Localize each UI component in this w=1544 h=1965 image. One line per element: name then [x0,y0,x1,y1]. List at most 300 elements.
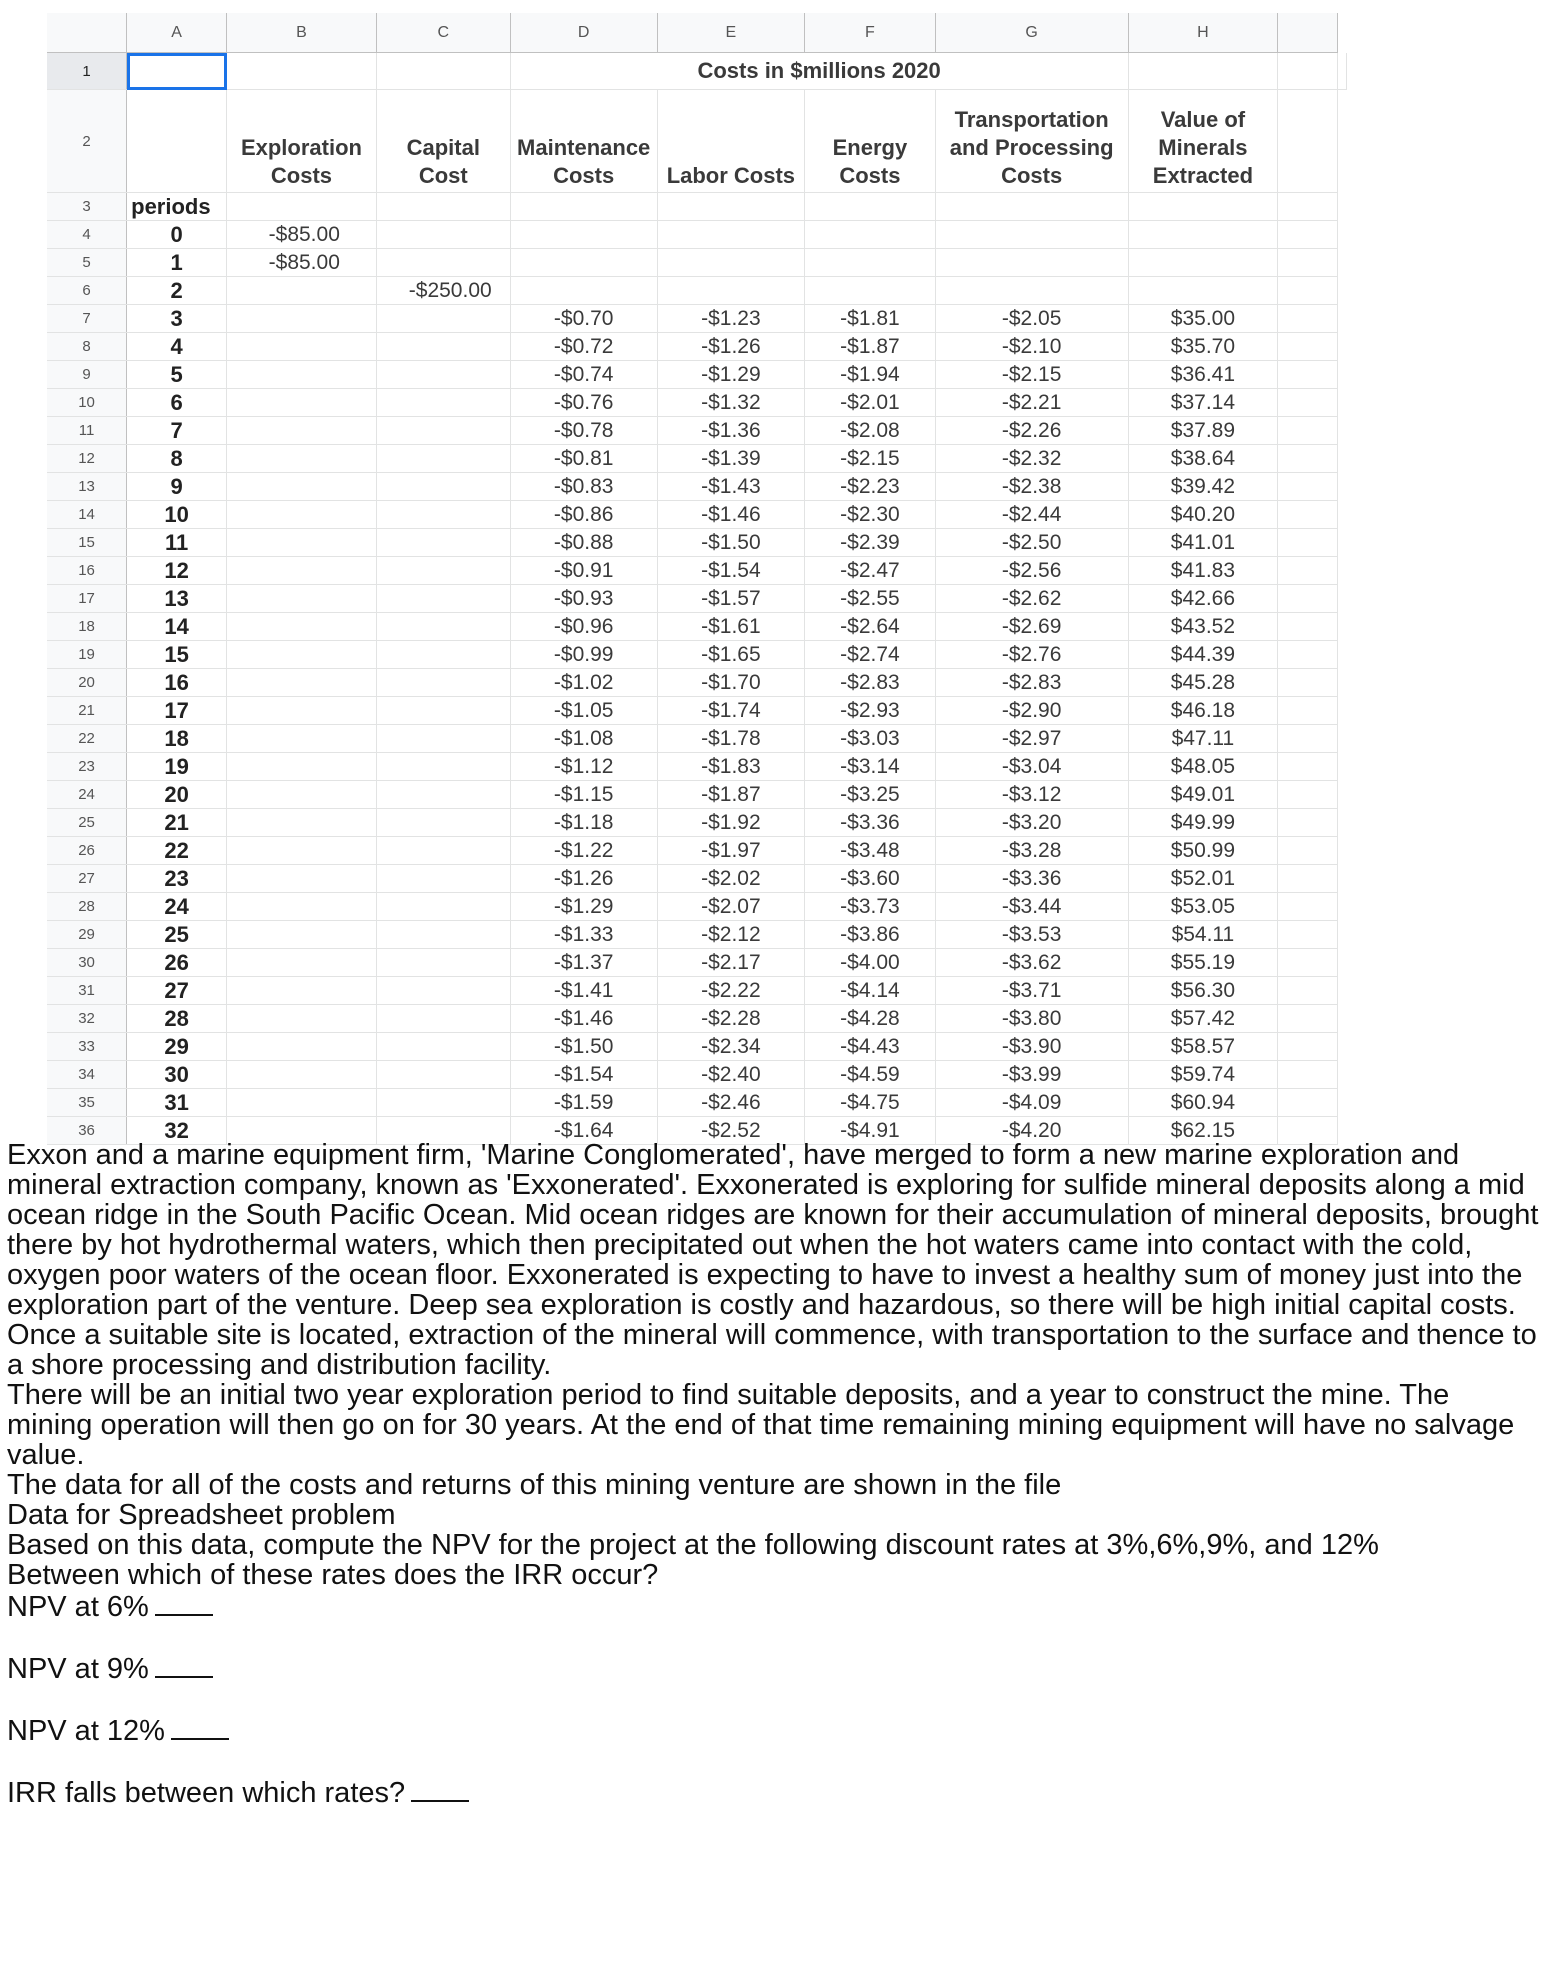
answer-blank[interactable] [155,1590,213,1616]
capital-cell[interactable] [376,445,510,473]
labor-cell[interactable]: -$2.07 [657,893,804,921]
maintenance-cell[interactable] [510,221,657,249]
row-header[interactable]: 27 [47,865,127,893]
labor-cell[interactable]: -$1.57 [657,585,804,613]
energy-cell[interactable]: -$2.01 [805,389,936,417]
row-header[interactable]: 26 [47,837,127,865]
row-header[interactable]: 9 [47,361,127,389]
row-header[interactable]: 33 [47,1033,127,1061]
energy-cell[interactable]: -$2.64 [805,613,936,641]
header-exploration[interactable]: Exploration Costs [227,90,377,193]
value-cell[interactable]: $57.42 [1128,1005,1278,1033]
exploration-cell[interactable] [227,725,377,753]
period-cell[interactable]: 13 [127,585,227,613]
transport-cell[interactable]: -$3.80 [935,1005,1128,1033]
capital-cell[interactable] [376,305,510,333]
maintenance-cell[interactable]: -$1.37 [510,949,657,977]
maintenance-cell[interactable]: -$1.46 [510,1005,657,1033]
value-cell[interactable]: $35.70 [1128,333,1278,361]
maintenance-cell[interactable]: -$1.59 [510,1089,657,1117]
energy-cell[interactable]: -$3.03 [805,725,936,753]
value-cell[interactable]: $37.14 [1128,389,1278,417]
transport-cell[interactable]: -$4.20 [935,1117,1128,1145]
exploration-cell[interactable] [227,389,377,417]
exploration-cell[interactable] [227,921,377,949]
labor-cell[interactable]: -$1.92 [657,809,804,837]
row-header[interactable]: 24 [47,781,127,809]
capital-cell[interactable] [376,1005,510,1033]
exploration-cell[interactable] [227,529,377,557]
capital-cell[interactable]: -$250.00 [376,277,510,305]
column-header-b[interactable]: B [227,13,377,53]
capital-cell[interactable] [376,249,510,277]
header-labor[interactable]: Labor Costs [657,90,804,193]
labor-cell[interactable]: -$2.34 [657,1033,804,1061]
exploration-cell[interactable] [227,305,377,333]
labor-cell[interactable]: -$1.50 [657,529,804,557]
exploration-cell[interactable] [227,473,377,501]
period-cell[interactable]: 15 [127,641,227,669]
maintenance-cell[interactable]: -$0.83 [510,473,657,501]
period-cell[interactable]: 29 [127,1033,227,1061]
transport-cell[interactable]: -$4.09 [935,1089,1128,1117]
capital-cell[interactable] [376,1033,510,1061]
capital-cell[interactable] [376,641,510,669]
value-cell[interactable]: $42.66 [1128,585,1278,613]
row-header[interactable]: 3 [47,193,127,221]
exploration-cell[interactable] [227,949,377,977]
periods-label[interactable]: periods [127,193,227,221]
energy-cell[interactable]: -$3.48 [805,837,936,865]
cell[interactable] [657,193,804,221]
header-value[interactable]: Value of Minerals Extracted [1128,90,1278,193]
row-header[interactable]: 4 [47,221,127,249]
period-cell[interactable]: 26 [127,949,227,977]
labor-cell[interactable]: -$1.32 [657,389,804,417]
labor-cell[interactable]: -$1.70 [657,669,804,697]
row-header[interactable]: 22 [47,725,127,753]
transport-cell[interactable]: -$2.10 [935,333,1128,361]
period-cell[interactable]: 5 [127,361,227,389]
capital-cell[interactable] [376,781,510,809]
period-cell[interactable]: 0 [127,221,227,249]
maintenance-cell[interactable]: -$0.76 [510,389,657,417]
labor-cell[interactable] [657,277,804,305]
value-cell[interactable]: $36.41 [1128,361,1278,389]
column-header-g[interactable]: G [935,13,1128,53]
capital-cell[interactable] [376,389,510,417]
capital-cell[interactable] [376,669,510,697]
transport-cell[interactable]: -$3.99 [935,1061,1128,1089]
capital-cell[interactable] [376,865,510,893]
value-cell[interactable]: $37.89 [1128,417,1278,445]
maintenance-cell[interactable]: -$1.64 [510,1117,657,1145]
period-cell[interactable]: 28 [127,1005,227,1033]
value-cell[interactable]: $40.20 [1128,501,1278,529]
row-header[interactable]: 7 [47,305,127,333]
value-cell[interactable]: $50.99 [1128,837,1278,865]
cell[interactable] [376,193,510,221]
value-cell[interactable]: $59.74 [1128,1061,1278,1089]
exploration-cell[interactable] [227,753,377,781]
maintenance-cell[interactable]: -$1.18 [510,809,657,837]
row-header[interactable]: 17 [47,585,127,613]
transport-cell[interactable]: -$2.69 [935,613,1128,641]
period-cell[interactable]: 30 [127,1061,227,1089]
energy-cell[interactable]: -$3.86 [805,921,936,949]
exploration-cell[interactable] [227,893,377,921]
period-cell[interactable]: 19 [127,753,227,781]
cell[interactable] [127,90,227,193]
exploration-cell[interactable] [227,1033,377,1061]
column-header-c[interactable]: C [376,13,510,53]
maintenance-cell[interactable]: -$1.08 [510,725,657,753]
labor-cell[interactable]: -$1.61 [657,613,804,641]
maintenance-cell[interactable]: -$1.26 [510,865,657,893]
period-cell[interactable]: 27 [127,977,227,1005]
answer-blank[interactable] [155,1652,213,1678]
row-header[interactable]: 15 [47,529,127,557]
row-header[interactable]: 13 [47,473,127,501]
exploration-cell[interactable] [227,865,377,893]
labor-cell[interactable]: -$1.36 [657,417,804,445]
column-header-h[interactable]: H [1128,13,1278,53]
value-cell[interactable]: $55.19 [1128,949,1278,977]
transport-cell[interactable] [935,277,1128,305]
header-energy[interactable]: Energy Costs [805,90,936,193]
energy-cell[interactable]: -$4.28 [805,1005,936,1033]
energy-cell[interactable] [805,221,936,249]
maintenance-cell[interactable]: -$0.78 [510,417,657,445]
maintenance-cell[interactable]: -$1.02 [510,669,657,697]
labor-cell[interactable]: -$2.17 [657,949,804,977]
row-header[interactable]: 28 [47,893,127,921]
maintenance-cell[interactable]: -$0.93 [510,585,657,613]
energy-cell[interactable]: -$1.87 [805,333,936,361]
period-cell[interactable]: 1 [127,249,227,277]
value-cell[interactable]: $56.30 [1128,977,1278,1005]
energy-cell[interactable]: -$1.81 [805,305,936,333]
energy-cell[interactable]: -$3.36 [805,809,936,837]
header-transport[interactable]: Transportation and Processing Costs [935,90,1128,193]
maintenance-cell[interactable]: -$0.96 [510,613,657,641]
energy-cell[interactable]: -$2.83 [805,669,936,697]
cell[interactable] [935,193,1128,221]
exploration-cell[interactable] [227,445,377,473]
energy-cell[interactable]: -$2.93 [805,697,936,725]
value-cell[interactable]: $60.94 [1128,1089,1278,1117]
exploration-cell[interactable] [227,697,377,725]
labor-cell[interactable]: -$1.65 [657,641,804,669]
exploration-cell[interactable] [227,557,377,585]
labor-cell[interactable]: -$1.87 [657,781,804,809]
labor-cell[interactable]: -$2.46 [657,1089,804,1117]
cell[interactable] [1278,53,1338,90]
transport-cell[interactable]: -$2.32 [935,445,1128,473]
capital-cell[interactable] [376,837,510,865]
transport-cell[interactable] [935,221,1128,249]
transport-cell[interactable]: -$3.44 [935,893,1128,921]
row-header[interactable]: 10 [47,389,127,417]
exploration-cell[interactable] [227,333,377,361]
maintenance-cell[interactable]: -$0.81 [510,445,657,473]
transport-cell[interactable]: -$3.20 [935,809,1128,837]
maintenance-cell[interactable]: -$1.12 [510,753,657,781]
period-cell[interactable]: 3 [127,305,227,333]
row-header[interactable]: 8 [47,333,127,361]
labor-cell[interactable]: -$2.28 [657,1005,804,1033]
energy-cell[interactable]: -$4.91 [805,1117,936,1145]
period-cell[interactable]: 12 [127,557,227,585]
transport-cell[interactable]: -$3.90 [935,1033,1128,1061]
labor-cell[interactable]: -$1.23 [657,305,804,333]
row-header[interactable]: 23 [47,753,127,781]
maintenance-cell[interactable]: -$0.74 [510,361,657,389]
energy-cell[interactable]: -$4.59 [805,1061,936,1089]
period-cell[interactable]: 32 [127,1117,227,1145]
energy-cell[interactable]: -$2.74 [805,641,936,669]
energy-cell[interactable]: -$3.60 [805,865,936,893]
row-header[interactable]: 29 [47,921,127,949]
transport-cell[interactable]: -$2.38 [935,473,1128,501]
exploration-cell[interactable] [227,361,377,389]
energy-cell[interactable]: -$4.75 [805,1089,936,1117]
capital-cell[interactable] [376,949,510,977]
row-header[interactable]: 12 [47,445,127,473]
column-header-d[interactable]: D [510,13,657,53]
period-cell[interactable]: 11 [127,529,227,557]
labor-cell[interactable]: -$2.12 [657,921,804,949]
transport-cell[interactable]: -$3.62 [935,949,1128,977]
row-header[interactable]: 34 [47,1061,127,1089]
cell[interactable] [227,53,377,90]
capital-cell[interactable] [376,473,510,501]
value-cell[interactable]: $49.99 [1128,809,1278,837]
header-capital[interactable]: Capital Cost [376,90,510,193]
value-cell[interactable]: $43.52 [1128,613,1278,641]
row-header[interactable]: 1 [47,53,127,90]
energy-cell[interactable] [805,249,936,277]
energy-cell[interactable]: -$2.47 [805,557,936,585]
period-cell[interactable]: 4 [127,333,227,361]
value-cell[interactable] [1128,221,1278,249]
maintenance-cell[interactable]: -$1.22 [510,837,657,865]
value-cell[interactable]: $44.39 [1128,641,1278,669]
capital-cell[interactable] [376,333,510,361]
labor-cell[interactable]: -$1.26 [657,333,804,361]
period-cell[interactable]: 25 [127,921,227,949]
select-all-corner[interactable] [47,13,127,53]
capital-cell[interactable] [376,809,510,837]
row-header[interactable]: 35 [47,1089,127,1117]
row-header[interactable]: 16 [47,557,127,585]
capital-cell[interactable] [376,529,510,557]
transport-cell[interactable]: -$3.71 [935,977,1128,1005]
energy-cell[interactable]: -$2.08 [805,417,936,445]
energy-cell[interactable]: -$2.39 [805,529,936,557]
maintenance-cell[interactable]: -$1.15 [510,781,657,809]
exploration-cell[interactable] [227,781,377,809]
labor-cell[interactable]: -$1.54 [657,557,804,585]
row-header[interactable]: 21 [47,697,127,725]
labor-cell[interactable] [657,249,804,277]
labor-cell[interactable]: -$2.40 [657,1061,804,1089]
period-cell[interactable]: 22 [127,837,227,865]
cell[interactable] [376,53,510,90]
capital-cell[interactable] [376,585,510,613]
period-cell[interactable]: 16 [127,669,227,697]
period-cell[interactable]: 31 [127,1089,227,1117]
row-header[interactable]: 11 [47,417,127,445]
maintenance-cell[interactable]: -$1.05 [510,697,657,725]
period-cell[interactable]: 2 [127,277,227,305]
value-cell[interactable] [1128,249,1278,277]
cell[interactable] [805,193,936,221]
maintenance-cell[interactable]: -$0.99 [510,641,657,669]
header-maintenance[interactable]: Maintenance Costs [510,90,657,193]
labor-cell[interactable]: -$1.83 [657,753,804,781]
maintenance-cell[interactable]: -$0.70 [510,305,657,333]
row-header[interactable]: 14 [47,501,127,529]
cell[interactable] [227,193,377,221]
exploration-cell[interactable] [227,809,377,837]
value-cell[interactable]: $46.18 [1128,697,1278,725]
value-cell[interactable]: $35.00 [1128,305,1278,333]
value-cell[interactable]: $45.28 [1128,669,1278,697]
energy-cell[interactable] [805,277,936,305]
energy-cell[interactable]: -$3.14 [805,753,936,781]
period-cell[interactable]: 21 [127,809,227,837]
capital-cell[interactable] [376,893,510,921]
value-cell[interactable]: $49.01 [1128,781,1278,809]
labor-cell[interactable]: -$1.97 [657,837,804,865]
exploration-cell[interactable] [227,501,377,529]
transport-cell[interactable]: -$2.97 [935,725,1128,753]
row-header[interactable]: 25 [47,809,127,837]
selected-cell-a1[interactable] [127,53,227,90]
energy-cell[interactable]: -$1.94 [805,361,936,389]
exploration-cell[interactable] [227,1089,377,1117]
transport-cell[interactable]: -$2.62 [935,585,1128,613]
value-cell[interactable]: $38.64 [1128,445,1278,473]
period-cell[interactable]: 18 [127,725,227,753]
capital-cell[interactable] [376,921,510,949]
period-cell[interactable]: 8 [127,445,227,473]
labor-cell[interactable]: -$2.52 [657,1117,804,1145]
energy-cell[interactable]: -$2.55 [805,585,936,613]
maintenance-cell[interactable] [510,277,657,305]
value-cell[interactable]: $48.05 [1128,753,1278,781]
labor-cell[interactable]: -$1.46 [657,501,804,529]
capital-cell[interactable] [376,1089,510,1117]
transport-cell[interactable]: -$2.26 [935,417,1128,445]
maintenance-cell[interactable]: -$1.50 [510,1033,657,1061]
transport-cell[interactable]: -$3.12 [935,781,1128,809]
labor-cell[interactable]: -$1.74 [657,697,804,725]
capital-cell[interactable] [376,753,510,781]
value-cell[interactable]: $54.11 [1128,921,1278,949]
period-cell[interactable]: 6 [127,389,227,417]
value-cell[interactable]: $62.15 [1128,1117,1278,1145]
energy-cell[interactable]: -$3.25 [805,781,936,809]
capital-cell[interactable] [376,725,510,753]
period-cell[interactable]: 9 [127,473,227,501]
value-cell[interactable]: $39.42 [1128,473,1278,501]
transport-cell[interactable]: -$2.56 [935,557,1128,585]
labor-cell[interactable]: -$2.02 [657,865,804,893]
value-cell[interactable]: $41.01 [1128,529,1278,557]
capital-cell[interactable] [376,697,510,725]
value-cell[interactable] [1128,277,1278,305]
period-cell[interactable]: 24 [127,893,227,921]
exploration-cell[interactable]: -$85.00 [227,221,377,249]
value-cell[interactable]: $53.05 [1128,893,1278,921]
energy-cell[interactable]: -$2.15 [805,445,936,473]
maintenance-cell[interactable]: -$1.33 [510,921,657,949]
exploration-cell[interactable] [227,277,377,305]
row-header[interactable]: 5 [47,249,127,277]
energy-cell[interactable]: -$2.30 [805,501,936,529]
labor-cell[interactable]: -$1.78 [657,725,804,753]
period-cell[interactable]: 17 [127,697,227,725]
capital-cell[interactable] [376,501,510,529]
capital-cell[interactable] [376,557,510,585]
transport-cell[interactable]: -$2.76 [935,641,1128,669]
answer-blank[interactable] [411,1776,469,1802]
period-cell[interactable]: 7 [127,417,227,445]
capital-cell[interactable] [376,613,510,641]
column-header-e[interactable]: E [657,13,804,53]
transport-cell[interactable]: -$2.05 [935,305,1128,333]
maintenance-cell[interactable] [510,249,657,277]
sheet-title[interactable]: Costs in $millions 2020 [510,53,1128,90]
row-header[interactable]: 19 [47,641,127,669]
exploration-cell[interactable] [227,585,377,613]
energy-cell[interactable]: -$4.00 [805,949,936,977]
exploration-cell[interactable] [227,613,377,641]
exploration-cell[interactable] [227,641,377,669]
value-cell[interactable]: $47.11 [1128,725,1278,753]
energy-cell[interactable]: -$4.14 [805,977,936,1005]
answer-blank[interactable] [171,1714,229,1740]
value-cell[interactable]: $41.83 [1128,557,1278,585]
transport-cell[interactable]: -$2.15 [935,361,1128,389]
row-header[interactable]: 6 [47,277,127,305]
transport-cell[interactable]: -$3.28 [935,837,1128,865]
labor-cell[interactable]: -$2.22 [657,977,804,1005]
row-header[interactable]: 31 [47,977,127,1005]
column-header-f[interactable]: F [805,13,936,53]
exploration-cell[interactable] [227,1005,377,1033]
period-cell[interactable]: 23 [127,865,227,893]
maintenance-cell[interactable]: -$0.88 [510,529,657,557]
capital-cell[interactable] [376,417,510,445]
transport-cell[interactable]: -$2.21 [935,389,1128,417]
energy-cell[interactable]: -$3.73 [805,893,936,921]
cell[interactable] [510,193,657,221]
transport-cell[interactable]: -$2.90 [935,697,1128,725]
value-cell[interactable]: $58.57 [1128,1033,1278,1061]
maintenance-cell[interactable]: -$0.72 [510,333,657,361]
labor-cell[interactable]: -$1.39 [657,445,804,473]
row-header[interactable]: 18 [47,613,127,641]
column-header-a[interactable]: A [127,13,227,53]
cell[interactable] [1128,193,1278,221]
maintenance-cell[interactable]: -$1.29 [510,893,657,921]
row-header[interactable]: 2 [47,90,127,193]
period-cell[interactable]: 10 [127,501,227,529]
transport-cell[interactable]: -$2.83 [935,669,1128,697]
